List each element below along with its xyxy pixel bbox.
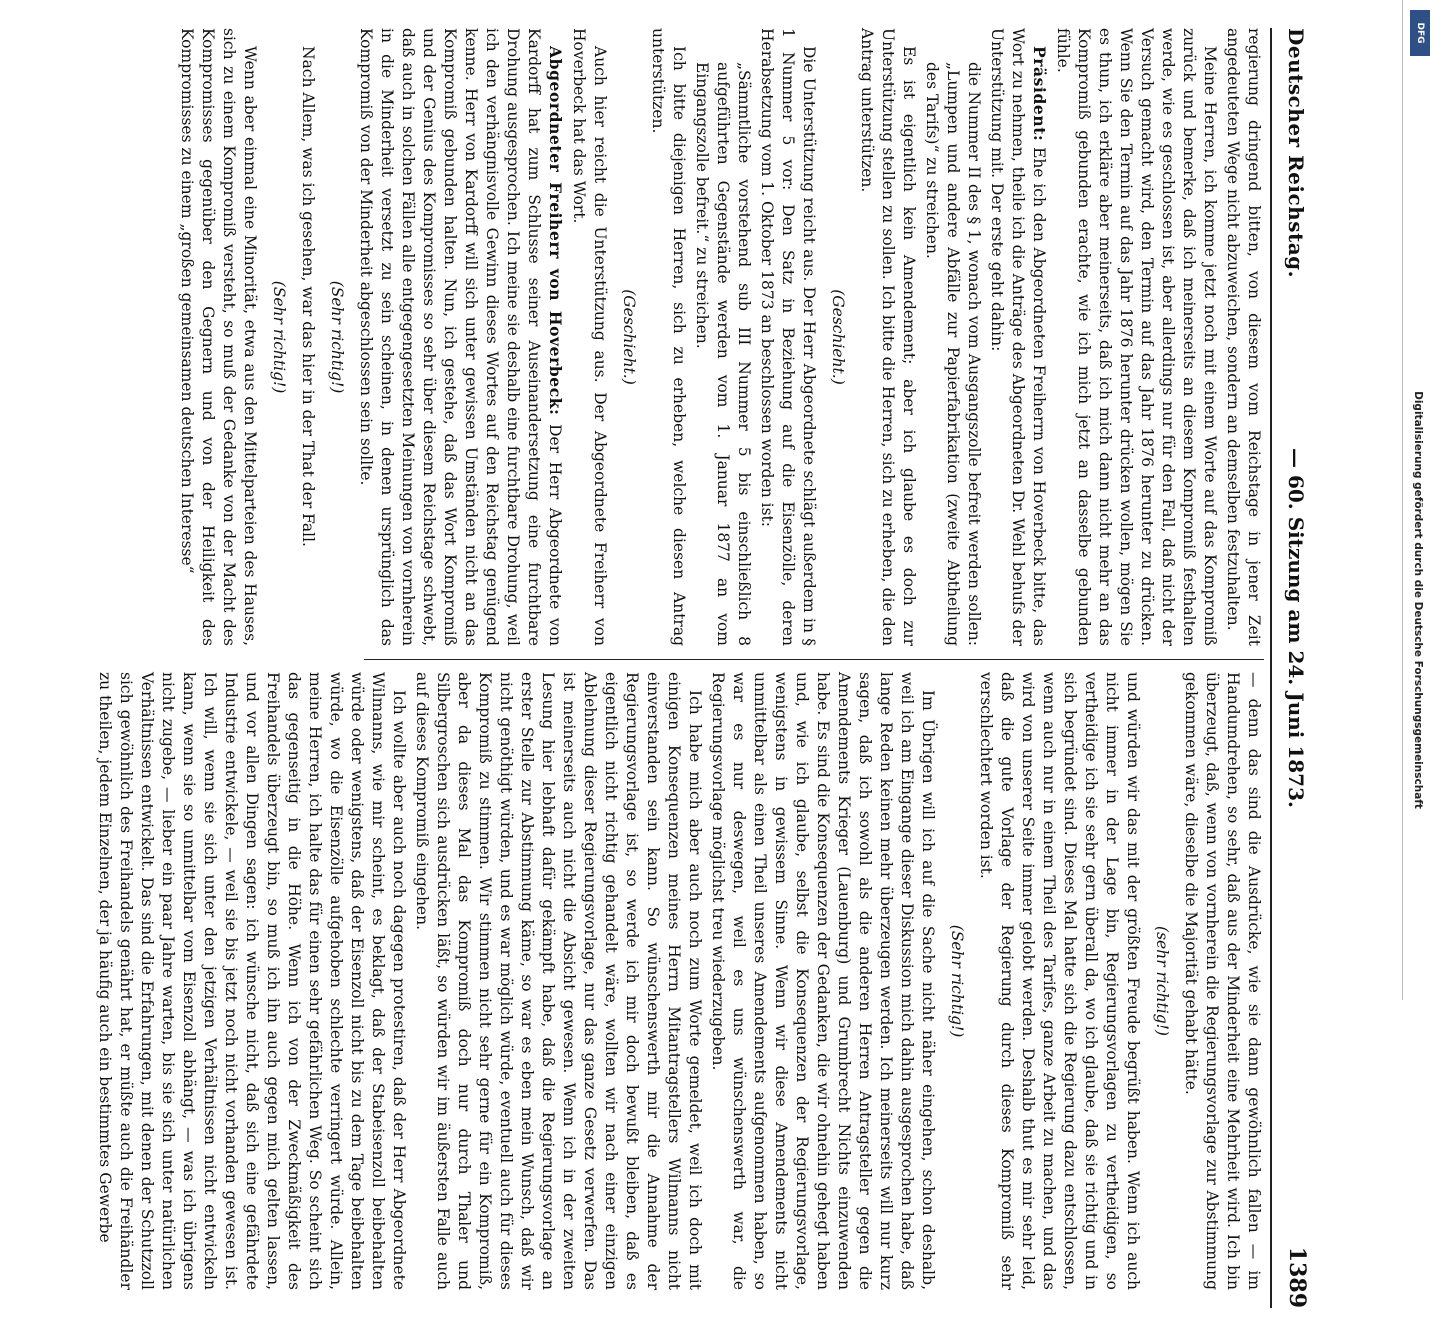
column-left: [178, 28, 1264, 646]
speaker-paragraph: [355, 28, 566, 646]
quoted-motion: die Nummer II des § 1, wonach vom Ausgangszolle befreit werden sollen: „Lumpen und andere Abfälle zur Papierfabrikation (zweite Abtheilung des Tarifs)“ zu streichen.: [923, 62, 983, 646]
header-rule: [1270, 28, 1272, 1308]
text-paragraph: Es ist eigentlich kein Amendement; aber ich glaube es doch zur Unterstützung stellen zu sollen. Ich bitte die Herren, sich zu erheben, die den Antrag unterstützen.: [858, 28, 918, 646]
speech-text: Der Herr Abgeordnete von Kardorff hat zum Schlusse seiner Auseinandersetzung eine furchtbare Drohung ausgesprochen. Ich meine sie deshalb eine furchtbare Drohung, weil ich den verhängnisvolle Gewinn dieses Wortes auf den Reichstag genügend kenne. Herr von Kardorff will sich unter gewissen Umständen nicht an das Kompromiß gebunden halten. Nun, ich gestehe, daß das Wort Kompromiß und der Genius des Kompromisses so sehr über diesem Reichstage schwebt, daß auch in solchen Fällen alle entgegengesetzten Meinungen von vornherein in die Minderheit versetzt zu sein scheinen, in denen ursprünglich das Kompromiß von der Minderheit abgeschlossen sein sollte.: [357, 28, 564, 646]
header-session: — 60. Sitzung am 24. Juni 1873.: [1284, 448, 1308, 808]
text-paragraph: Ich habe mich aber auch noch zum Worte gemeldet, weil ich doch mit einigen Konsequenzen meines Herrn Mitantragstellers Wilmanns nicht einverstanden sein kann. So wünschenswerth mir die Annahme der Regierungsvorlage ist, so werde ich mir doch bewußt bleiben, daß es eigentlich nicht richtig gehandelt wäre, wollten wir nach einer einzigen Ablehnung dieser Regierungsvorlage, nur das ganze Gesetz verwerfen. Das ist meinerseits auch nicht die Absicht gewesen. Wenn ich in der zweiten Lesung hier lebhaft dafür gekämpft habe, daß die Regierungsvorlage an erster Stelle zur Abstimmung käme, so war es eben mein Wunsch, daß wir nicht genöthigt würden, und es war möglich würde, eventuell auch für dieses Kompromiß zu stimmen. Wir stimmen nicht sehr gerne für ein Kompromiß, aber da dieses Mal das Kompromiß doch nur durch Thaler und Silbergroschen sich ausdrücken läßt, so würden wir im äußersten Falle auch auf dieses Kompromiß eingehen.: [413, 672, 704, 1290]
column-right: [96, 672, 1264, 1290]
text-paragraph: Die Unterstützung reicht aus. Der Herr Abgeordnete schlägt außerdem in § 1 Nummer 5 vor: Den Satz in Beziehung auf die Eisenzölle, deren Herabsetzung vom 1. Oktober 1873 an beschlossen worden ist:: [758, 28, 818, 646]
text-paragraph: Auch hier reicht die Unterstützung aus. Der Abgeordnete Freiherr von Hoverbeck hat das Wort.: [570, 28, 609, 646]
digitization-note-text: Digitalisierung gefördert durch die Deutsche Forschungsgemeinschaft: [1412, 391, 1424, 809]
text-paragraph: — denn das sind die Ausdrücke, wie sie dann gewöhnlich fallen — im Handumdrehen, so sehr, daß aus der Minderheit eine Mehrheit wird. Ich bin überzeugt, daß, wenn von vornherein die Regierungsvorlage zur Abstimmung gekommen wäre, dieselbe die Majorität gehabt hätte.: [1182, 672, 1263, 1290]
text-paragraph: Im Übrigen will ich auf die Sache nicht näher eingehen, schon deshalb, weil ich am Eingange dieser Diskussion mich dahin ausgesprochen habe, daß lange Reden keinen mehr überzeugen werden. Ich meinerseits will nur kurz sagen, daß ich sowohl als die anderen Herren Antragsteller gegen die Amendements Krieger (Lauenburg) und Grumbrecht Nichts einzuwenden habe. Es sind die Konsequenzen der Gedanken, die wir ohnehin gehegt haben und, wie ich glaube, selbst die Konsequenzen der Regierungsvorlage, wenigstens in gewissem Sinne. Wenn wir diese Amendements nicht unmittelbar als einen Theil unseres Amendements aufgenommen haben, so war es nur deswegen, weil es uns wünschenswerth war, die Regierungsvorlage möglichst treu wiederzugeben.: [709, 672, 937, 1290]
dfg-logo: DFG: [1410, 10, 1430, 56]
document-page: [96, 18, 1318, 1318]
speech-text: Ehe ich den Abgeordneten Freiherrn von Hoverbeck bitte, das Wort zu nehmen, theile ich die Anträge des Abgeordneten Dr. Wehl behufs der Unterstützung mit. Der erste geht dahin:: [988, 28, 1048, 646]
quoted-motion: „Sämmtliche vorstehend sub III Nummer 5 bis einschließlich 8 aufgeführten Gegenstände werden vom 1. Januar 1877 an vom Eingangszolle befreit.“ zu streichen.: [693, 62, 753, 646]
text-paragraph: Ich wollte aber auch noch dagegen protestiren, daß der Herr Abgeordnete Wilmanns, wie mir scheint, es beklagt, daß der Stabeisenzoll beibehalten würde oder wenigstens, daß der Eisenzoll nicht bis zu dem Tage beibehalten würde, wo die Eisenzölle aufgehoben schlechte verringert würde. Allein, meine Herren, ich halte das für einen sehr gefährlichen Weg. So scheint sich das gegenseitig in die Höhe. Wenn ich von der Zweckmäßigkeit des Freihandels überzeugt bin, so muß ich ihn auch gegen mich gelten lassen, und vor allen Dingen sagen: ich wünsche nicht, daß sich eine gefährdete Industrie entwickele, — weil sie bis jetzt noch nicht vorhanden gewesen ist. Ich will, wenn sie sich unter den jetzigen Verhältnissen nicht entwickeln kann, wenn sie so unmittelbar vom Eisenzoll abhängt, — was ich übrigens nicht zugebe, — lieber ein paar Jahre warten, bis sie sich unter natürlichen Verhältnissen entwickelt. Das sind die Erfahrungen, mit denen der Schutzzoll sich gewöhnlich des Freihandels genährt hat, er müßte auch die Freihändler zu theilen, jedem Einzelnen, der ja häufig auch ein bestimmtes Gewerbe: [96, 672, 408, 1290]
text-paragraph: regierung dringend bitten, von diesem vom Reichstage in jener Zeit angedeuteten Wege nicht abzuweichen, sondern an demselben festzuhalten.: [1224, 28, 1263, 646]
scan-edge-rule: [1402, 0, 1403, 1000]
page-header: [1270, 28, 1314, 1308]
applause-remark: (Geschieht.): [620, 289, 638, 385]
speaker-name: Präsident:: [1030, 46, 1049, 142]
applause-remark: (Sehr richtig!): [328, 280, 346, 394]
column-divider: [364, 659, 1264, 660]
page-number: 1389: [1284, 1246, 1310, 1308]
text-paragraph: Meine Herren, ich komme jetzt noch mit einem Worte auf das Kompromiß zurück und bemerke, daß ich meinerseits an diesem Kompromiß festhalten werde, wie es geschlossen ist, aber allerdings nur für den Fall, daß nicht der Versuch gemacht wird, den Termin auf das Jahr 1876 herunter zu drücken. Wenn Sie den Termin auf das Jahr 1876 herunter drücken wollen, mögen Sie es thun, ich erkläre aber meinerseits, daß ich mich dann nicht mehr an das Kompromiß gebunden erachte, wie ich mich jetzt an dasselbe gebunden fühle.: [1054, 28, 1219, 646]
text-paragraph: und würden wir das mit der größten Freude begrüßt haben. Wenn ich auch nicht immer in der Lage bin, Regierungsvorlagen zu vertheidigen, so vertheidige ich sie sehr gern überall da, wo ich glaube, daß sie richtig und in sich begründet sind. Dieses Mal hatte sich die Regierung dazu entschlossen, wenn auch nur in einem Theil des Tarifes, ganze Arbeit zu machen, und das wird von unserer Seite immer gelobt werden. Deshalb thut es mir sehr leid, daß die gute Vorlage der Regierung durch dieses Kompromiß sehr verschlechtert worden ist.: [977, 672, 1142, 1290]
applause-remark: (Sehr richtig!): [948, 924, 966, 1038]
text-paragraph: Wenn aber einmal eine Minorität, etwa aus den Mittelparteien des Hauses, sich zu einem Kompromiß versteht, so muß der Gedanke von der Macht des Kompromisses gegenüber den Gegnern und von der Heiligkeit des Kompromisses zu einem „großen gemeinsamen deutschen Interesse“: [178, 28, 259, 646]
text-paragraph: Ich bitte diejenigen Herren, sich zu erheben, welche diesen Antrag unterstützen.: [649, 28, 688, 646]
applause-remark: (sehr richtig!): [1153, 926, 1171, 1036]
applause-remark: (Sehr richtig!): [270, 280, 288, 394]
text-paragraph: Nach Allem, was ich gesehen, war das hier in der That der Fall.: [299, 46, 317, 547]
applause-remark: (Geschieht.): [829, 289, 847, 385]
speaker-name: Abgeordneter Freiherr von Hoverbeck:: [546, 46, 565, 416]
speaker-paragraph: [986, 28, 1050, 646]
text-columns: [96, 28, 1264, 1308]
digitization-note: [1408, 280, 1428, 920]
header-publication: Deutscher Reichstag.: [1284, 28, 1308, 279]
